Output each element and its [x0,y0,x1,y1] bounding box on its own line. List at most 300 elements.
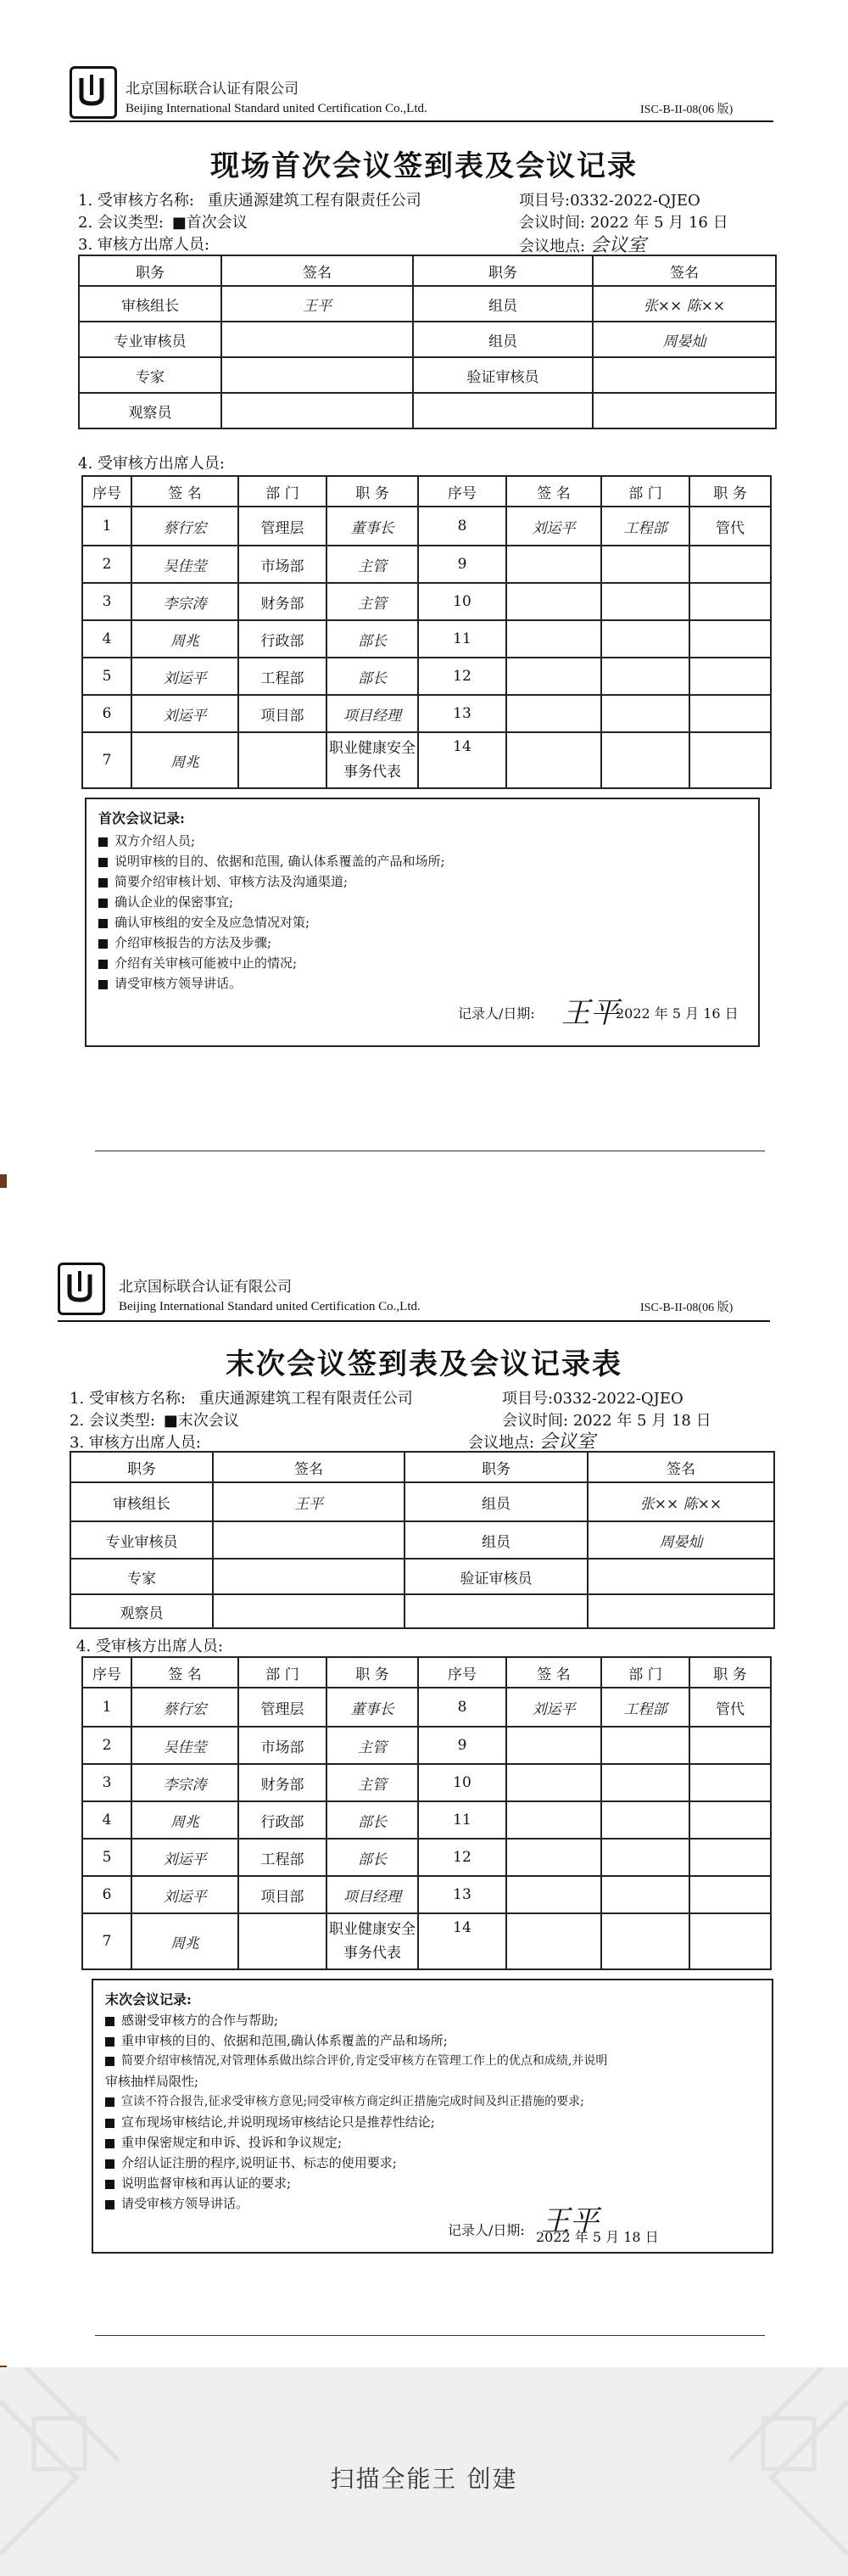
no-cell: 4 [82,620,131,658]
signature-cell [506,1727,601,1764]
signature-cell [506,583,601,620]
meeting-time-line [519,210,728,232]
bullet-square-icon [105,2200,114,2209]
pos-cell: 部长 [326,1839,418,1876]
pos-cell [689,583,771,620]
table-row [79,393,776,428]
minutes-item-text: 介绍审核报告的方法及步骤; [114,935,272,950]
minutes-item [105,2153,397,2171]
role-cell: 观察员 [79,393,221,428]
auditee-attendance-table [81,1656,772,1970]
header-role: 职务 [70,1452,213,1482]
role-cell: 组员 [413,322,593,357]
meeting-time-label: 会议时间: [519,214,586,232]
signature-cell: 蔡行宏 [131,1688,238,1727]
table-row [82,620,771,658]
minutes-item-text: 重申审核的目的、依据和范围,确认体系覆盖的产品和场所; [121,2033,448,2048]
company-logo-glyph [63,1266,97,1307]
pos-cell [689,1876,771,1913]
no-cell: 2 [82,1727,131,1764]
role-cell: 观察员 [70,1594,213,1628]
header-sign: 签名 [213,1452,404,1482]
minutes-item-continuation: 审核抽样局限性; [105,2074,199,2089]
table-row [82,1913,771,1969]
bullet-square-icon [98,919,108,928]
header-dept: 部 门 [238,476,326,507]
header-sign: 签 名 [131,1657,238,1688]
no-cell: 1 [82,507,131,546]
signature-cell [593,357,776,393]
bullet-square-icon [105,2017,114,2026]
pos-cell: 董事长 [326,1688,418,1727]
pos-cell: 部长 [326,658,418,695]
role-cell [404,1594,588,1628]
role-cell: 组员 [404,1521,588,1559]
signature-cell [506,658,601,695]
bullet-square-icon [105,2180,114,2189]
minutes-item [105,2113,435,2131]
minutes-item-text: 感谢受审核方的合作与帮助; [121,2013,279,2028]
minutes-item [98,832,195,849]
no-cell: 13 [418,695,506,732]
role-cell: 组员 [413,286,593,322]
first-meeting-sheet [0,0,848,1188]
signature-cell: 周兆 [131,1913,238,1969]
logo-icon [63,1266,97,1307]
role-cell: 专家 [79,357,221,393]
role-cell: 专业审核员 [70,1521,213,1559]
pos-cell: 职业健康安全事务代表 [326,732,418,788]
minutes-item-text: 确认审核组的安全及应急情况对策; [114,915,310,930]
bullet-square-icon [105,2037,114,2047]
dept-cell [238,1913,326,1969]
signature-cell [506,546,601,583]
signature-cell: 李宗涛 [131,1764,238,1801]
bullet-square-icon [105,2119,114,2128]
header-sign: 签 名 [506,1657,601,1688]
auditee-attendees-heading: 4. 受审核方出席人员: [78,455,225,473]
table-row [82,1876,771,1913]
signature-cell: 刘运平 [506,1688,601,1727]
role-cell: 验证审核员 [413,357,593,393]
signature-cell: 周晏灿 [588,1521,774,1559]
no-cell: 1 [82,1688,131,1727]
signature-cell: 刘运平 [131,695,238,732]
minutes-item [98,913,310,931]
pos-cell [689,546,771,583]
dept-cell: 工程部 [238,658,326,695]
minutes-item-text: 宣布现场审核结论,并说明现场审核结论只是推荐性结论; [121,2114,435,2130]
table-row [82,1801,771,1839]
signature-cell [221,322,413,357]
dept-cell: 工程部 [601,507,689,546]
header-role: 职务 [413,255,593,286]
bullet-square-icon [98,939,108,949]
signature-cell: 王平 [213,1482,404,1521]
minutes-item-text: 说明监督审核和再认证的要求; [121,2176,292,2191]
signature-cell: 吴佳莹 [131,1727,238,1764]
minutes-item [98,872,348,890]
table-row [79,286,776,322]
role-cell: 验证审核员 [404,1559,588,1594]
signature-cell [506,1876,601,1913]
signature-cell [506,1764,601,1801]
bullet-square-icon [98,960,108,969]
minutes-item-text: 说明审核的目的、依据和范围, 确认体系覆盖的产品和场所; [114,854,445,869]
table-row [70,1482,774,1521]
table-header-row [82,476,771,507]
pos-cell: 董事长 [326,507,418,546]
header-no: 序号 [82,476,131,507]
project-number-value: 0332-2022-QJEO [570,192,700,210]
meeting-location-label: 会议地点: [468,1434,535,1452]
signature-cell: 周兆 [131,1801,238,1839]
pos-cell: 职业健康安全事务代表 [326,1913,418,1969]
company-name-cn: 北京国标联合认证有限公司 [119,1279,292,1296]
signature-cell: 刘运平 [131,1876,238,1913]
no-cell: 11 [418,620,506,658]
signature-cell: 李宗涛 [131,583,238,620]
recorder-date: 2022 年 5 月 16 日 [616,1005,739,1022]
dept-cell [601,695,689,732]
signature-cell: 王平 [221,286,413,322]
signature-cell [506,1913,601,1969]
pos-cell [689,732,771,788]
table-row [82,1764,771,1801]
company-logo-glyph [75,70,109,110]
dept-cell [601,658,689,695]
header-no: 序号 [418,1657,506,1688]
dept-cell [238,732,326,788]
header-sign: 签名 [593,255,776,286]
minutes-item [105,2031,448,2049]
minutes-item-text: 请受审核方领导讲话。 [114,976,243,991]
table-row [82,1688,771,1727]
project-number-value: 0332-2022-QJEO [553,1390,683,1408]
minutes-item [98,933,271,951]
meeting-time-label: 会议时间: [502,1412,569,1430]
no-cell: 5 [82,1839,131,1876]
bullet-square-icon [98,878,108,888]
header-rule [70,120,773,122]
auditee-name-line [78,188,421,210]
signature-cell [221,357,413,393]
pos-cell [689,658,771,695]
dept-cell: 财务部 [238,1764,326,1801]
dept-cell: 管理层 [238,1688,326,1727]
header-no: 序号 [418,476,506,507]
pos-cell: 部长 [326,1801,418,1839]
no-cell: 10 [418,1764,506,1801]
bullet-square-icon [105,2159,114,2169]
meeting-type-label: 2. 会议类型: [70,1412,155,1430]
minutes-item-text: 介绍认证注册的程序,说明证书、标志的使用要求; [121,2155,397,2170]
role-cell [413,393,593,428]
no-cell: 7 [82,732,131,788]
minutes-item [98,974,242,992]
dept-cell: 管理层 [238,507,326,546]
page-gap [0,1188,848,1232]
final-meeting-sheet [0,1232,848,2420]
no-cell: 13 [418,1876,506,1913]
pos-cell: 管代 [689,1688,771,1727]
signature-cell [593,393,776,428]
auditee-name-label: 1. 受审核方名称: [78,192,194,210]
recorder-label: 记录人/日期: [458,1005,535,1022]
no-cell: 2 [82,546,131,583]
dept-cell: 行政部 [238,620,326,658]
signature-cell [588,1594,774,1628]
table-row [70,1559,774,1594]
no-cell: 7 [82,1913,131,1969]
no-cell: 3 [82,1764,131,1801]
minutes-item [105,2174,291,2192]
pos-cell: 主管 [326,546,418,583]
pos-cell: 主管 [326,1727,418,1764]
pos-cell [689,1801,771,1839]
meeting-minutes-box [85,798,760,1047]
table-header-row [79,255,776,286]
no-cell: 14 [418,1913,506,1969]
no-cell: 9 [418,546,506,583]
auditee-name-label: 1. 受审核方名称: [70,1390,186,1408]
project-number-line [502,1386,683,1408]
dept-cell [601,1801,689,1839]
header-dept: 部 门 [238,1657,326,1688]
table-row [82,658,771,695]
header-pos: 职 务 [326,1657,418,1688]
pos-cell [689,1839,771,1876]
pos-cell: 主管 [326,583,418,620]
meeting-location-line [468,1427,595,1453]
signature-cell: 周兆 [131,620,238,658]
minutes-item-text: 简要介绍审核计划、审核方法及沟通渠道; [114,874,349,889]
table-row [82,507,771,546]
meeting-location-value: 会议室 [538,1431,595,1453]
dept-cell [601,1727,689,1764]
dept-cell: 行政部 [238,1801,326,1839]
table-row [82,546,771,583]
company-name-en: Beijing International Standard united Certification Co.,Ltd. [119,1300,421,1313]
signature-cell [221,393,413,428]
recorder-signature: 王平 [561,996,619,1030]
no-cell: 5 [82,658,131,695]
dept-cell [601,546,689,583]
dept-cell [601,1839,689,1876]
auditee-name-line [70,1386,413,1408]
table-row [82,695,771,732]
role-cell: 专家 [70,1559,213,1594]
no-cell: 12 [418,1839,506,1876]
minutes-title: 首次会议记录: [98,810,185,826]
minutes-item [105,2133,342,2151]
auditor-attendance-table [78,255,777,429]
meeting-type-label: 2. 会议类型: [78,214,164,232]
signature-cell [213,1594,404,1628]
minutes-item [105,2011,278,2029]
no-cell: 12 [418,658,506,695]
recorder-date: 2022 年 5 月 18 日 [536,2229,659,2245]
recorder-signature: 王平 [541,2204,599,2238]
project-number-label: 项目号: [519,192,571,210]
bullet-square-icon [98,837,108,847]
role-cell: 组员 [404,1482,588,1521]
bullet-square-icon [105,2057,114,2066]
no-cell: 14 [418,732,506,788]
dept-cell: 项目部 [238,695,326,732]
scanner-watermark-text: 扫描全能王 创建 [330,2465,518,2493]
minutes-item-text: 确认企业的保密事宜; [114,894,234,910]
dept-cell: 市场部 [238,1727,326,1764]
header-pos: 职 务 [689,476,771,507]
meeting-minutes-box [92,1979,773,2254]
signature-cell [506,620,601,658]
signature-cell [506,1801,601,1839]
company-name-cn: 北京国标联合认证有限公司 [126,81,298,98]
signature-cell [588,1559,774,1594]
table-row [79,322,776,357]
signature-cell: 张×× 陈×× [593,286,776,322]
table-row [82,1839,771,1876]
meeting-time-value: 2022 年 5 月 18 日 [572,1412,711,1430]
dept-cell [601,583,689,620]
pos-cell [689,1727,771,1764]
meeting-type-line [70,1408,239,1431]
signature-cell: 周兆 [131,732,238,788]
header-sign: 签名 [588,1452,774,1482]
no-cell: 4 [82,1801,131,1839]
minutes-item-text: 请受审核方领导讲话。 [121,2196,249,2211]
no-cell: 9 [418,1727,506,1764]
meeting-type-value: ■末次会议 [163,1412,239,1430]
signature-cell: 张×× 陈×× [588,1482,774,1521]
bullet-square-icon [98,858,108,867]
role-cell: 审核组长 [70,1482,213,1521]
dept-cell: 项目部 [238,1876,326,1913]
project-number-line [519,188,700,210]
logo-icon [75,70,109,110]
pos-cell: 项目经理 [326,1876,418,1913]
auditee-name-value: 重庆通源建筑工程有限责任公司 [198,1390,413,1408]
header-rule [58,1320,770,1322]
no-cell: 6 [82,695,131,732]
dept-cell [601,732,689,788]
table-header-row [70,1452,774,1482]
dept-cell: 市场部 [238,546,326,583]
bullet-square-icon [105,2139,114,2148]
auditors-heading: 3. 审核方出席人员: [78,236,209,254]
signature-cell [506,695,601,732]
signature-cell: 吴佳莹 [131,546,238,583]
page-bottom-rule [95,2335,765,2336]
header-sign: 签名 [221,255,413,286]
pos-cell: 项目经理 [326,695,418,732]
meeting-type-value: ■首次会议 [171,214,248,232]
signature-cell: 蔡行宏 [131,507,238,546]
header-role: 职务 [79,255,221,286]
pos-cell [689,1764,771,1801]
dept-cell [601,1876,689,1913]
role-cell: 专业审核员 [79,322,221,357]
document-code: ISC-B-II-08(06 版) [640,1302,734,1314]
dept-cell: 工程部 [601,1688,689,1727]
minutes-item-text: 双方介绍人员; [114,833,196,848]
dept-cell [601,1913,689,1969]
meeting-time-value: 2022 年 5 月 16 日 [589,214,728,232]
minutes-item-text: 重申保密规定和申诉、投诉和争议规定; [121,2135,343,2150]
no-cell: 10 [418,583,506,620]
table-header-row [82,1657,771,1688]
pos-cell: 部长 [326,620,418,658]
page-title: 现场首次会议签到表及会议记录 [210,149,638,183]
no-cell: 3 [82,583,131,620]
signature-cell [213,1521,404,1559]
pos-cell [689,695,771,732]
dept-cell: 工程部 [238,1839,326,1876]
dept-cell [601,620,689,658]
pos-cell: 管代 [689,507,771,546]
header-pos: 职 务 [326,476,418,507]
auditee-name-value: 重庆通源建筑工程有限责任公司 [207,192,421,210]
minutes-item [98,852,445,870]
bullet-square-icon [98,980,108,989]
minutes-item [98,954,297,972]
no-cell: 6 [82,1876,131,1913]
recorder-label: 记录人/日期: [448,2222,525,2238]
signature-cell: 刘运平 [131,658,238,695]
minutes-title: 末次会议记录: [105,1991,192,2008]
document-code: ISC-B-II-08(06 版) [640,104,734,116]
header-dept: 部 门 [601,1657,689,1688]
no-cell: 11 [418,1801,506,1839]
scan-edge-mark [0,1174,7,1188]
page-title: 末次会议签到表及会议记录表 [226,1347,622,1381]
auditor-attendance-table [70,1451,775,1629]
signature-cell [506,1839,601,1876]
bullet-square-icon [98,899,108,908]
table-row [82,583,771,620]
dept-cell: 财务部 [238,583,326,620]
company-name-en: Beijing International Standard united Certification Co.,Ltd. [126,102,427,115]
role-cell: 审核组长 [79,286,221,322]
signature-cell [213,1559,404,1594]
signature-cell: 刘运平 [131,1839,238,1876]
signature-cell: 刘运平 [506,507,601,546]
minutes-item-text: 简要介绍审核情况,对管理体系做出综合评价,肯定受审核方在管理工作上的优点和成绩,并说明 [121,2054,608,2068]
auditee-attendance-table [81,475,772,789]
signature-cell: 周晏灿 [593,322,776,357]
pos-cell [689,620,771,658]
project-number-label: 项目号: [502,1390,554,1408]
table-row [82,732,771,788]
header-dept: 部 门 [601,476,689,507]
no-cell: 8 [418,1688,506,1727]
table-row [79,357,776,393]
header-role: 职务 [404,1452,588,1482]
table-row [70,1521,774,1559]
minutes-item [98,893,233,910]
auditee-attendees-heading: 4. 受审核方出席人员: [76,1638,223,1655]
meeting-location-label: 会议地点: [519,238,586,255]
pos-cell [689,1913,771,1969]
minutes-item [105,2052,607,2069]
header-no: 序号 [82,1657,131,1688]
table-row [82,1727,771,1764]
pos-cell: 主管 [326,1764,418,1801]
no-cell: 8 [418,507,506,546]
auditors-heading: 3. 审核方出席人员: [70,1434,201,1452]
meeting-type-line [78,210,248,232]
